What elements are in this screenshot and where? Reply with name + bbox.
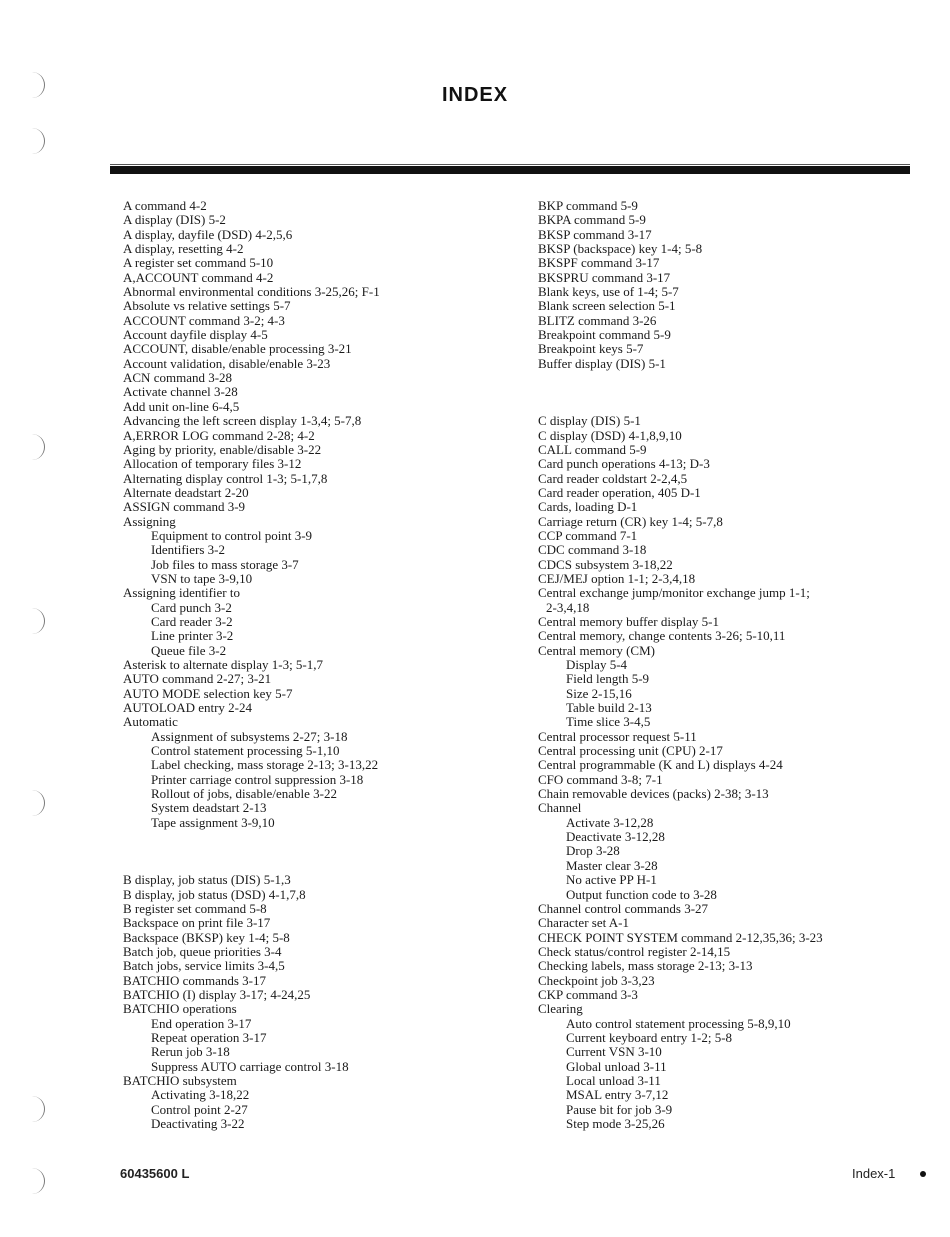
index-entry: CALL command 5-9 [538, 441, 647, 457]
index-subentry: System deadstart 2-13 [151, 800, 267, 816]
index-subentry: Assignment of subsystems 2-27; 3-18 [151, 728, 348, 744]
index-subentry: Output function code to 3-28 [566, 886, 717, 902]
index-subentry: Global unload 3-11 [566, 1058, 667, 1074]
index-entry: CFO command 3-8; 7-1 [538, 771, 663, 787]
index-subentry: Pause bit for job 3-9 [566, 1101, 673, 1117]
index-entry: Buffer display (DIS) 5-1 [538, 355, 666, 371]
index-entry: CDCS subsystem 3-18,22 [538, 556, 673, 572]
index-entry: BKP command 5-9 [538, 198, 638, 213]
index-entry: Checking labels, mass storage 2-13; 3-13 [538, 958, 753, 974]
index-entry: A,ERROR LOG command 2-28; 4-2 [123, 427, 315, 443]
index-subentry: Rerun job 3-18 [151, 1044, 230, 1060]
index-entry: Backspace on print file 3-17 [123, 915, 271, 931]
index-entry: Aging by priority, enable/disable 3-22 [123, 441, 322, 457]
binder-punch-mark [30, 434, 45, 460]
index-entry: Add unit on-line 6-4,5 [123, 398, 240, 414]
index-subentry: Table build 2-13 [566, 700, 652, 716]
index-entry: B display, job status (DSD) 4-1,7,8 [123, 886, 306, 902]
index-subentry: End operation 3-17 [151, 1015, 252, 1031]
index-subentry: Card reader 3-2 [151, 613, 233, 629]
index-entry: Card punch operations 4-13; D-3 [538, 456, 710, 472]
index-entry: CDC command 3-18 [538, 542, 647, 558]
index-entry: Breakpoint keys 5-7 [538, 341, 644, 357]
index-subentry: Line printer 3-2 [151, 628, 234, 644]
index-entry: BLITZ command 3-26 [538, 312, 657, 328]
index-entry: CHECK POINT SYSTEM command 2-12,35,36; 3-23 [538, 929, 823, 945]
index-entry: CCP command 7-1 [538, 527, 638, 543]
index-entry: A command 4-2 [123, 198, 207, 213]
index-entry: ACN command 3-28 [123, 370, 233, 386]
index-entry: BKSP command 3-17 [538, 226, 652, 242]
index-entry: Activate channel 3-28 [123, 384, 238, 400]
index-column-right [538, 199, 910, 1131]
index-subentry: Drop 3-28 [566, 843, 620, 859]
index-gap [538, 400, 910, 414]
index-entry: Breakpoint command 5-9 [538, 327, 671, 343]
index-entry: A register set command 5-10 [123, 255, 274, 271]
index-subentry: Suppress AUTO carriage control 3-18 [151, 1058, 349, 1074]
index-entry: BATCHIO operations [123, 1001, 237, 1017]
index-subentry: Size 2-15,16 [566, 685, 632, 701]
index-subentry: VSN to tape 3-9,10 [151, 570, 253, 586]
index-entry: Central memory (CM) [538, 642, 655, 658]
index-subentry: MSAL entry 3-7,12 [566, 1087, 669, 1103]
index-entry: B display, job status (DIS) 5-1,3 [123, 872, 291, 888]
index-entry: Assigning identifier to [123, 585, 240, 601]
index-entry: Batch job, queue priorities 3-4 [123, 943, 282, 959]
index-subentry: Queue file 3-2 [151, 642, 227, 658]
index-entry: Checkpoint job 3-3,23 [538, 972, 655, 988]
index-entry: A display (DIS) 5-2 [123, 212, 226, 228]
index-entry: Blank keys, use of 1-4; 5-7 [538, 284, 679, 300]
index-entry: Alternate deadstart 2-20 [123, 484, 249, 500]
index-subentry: Control point 2-27 [151, 1101, 248, 1117]
header-rule-thin [110, 164, 910, 165]
index-entry: Check status/control register 2-14,15 [538, 943, 731, 959]
binder-punch-mark [30, 128, 45, 154]
page-title: INDEX [441, 84, 509, 106]
index-entry: AUTO MODE selection key 5-7 [123, 685, 293, 701]
index-subentry: Current keyboard entry 1-2; 5-8 [566, 1029, 733, 1045]
index-entry: Chain removable devices (packs) 2-38; 3-13 [538, 786, 769, 802]
index-subentry: Printer carriage control suppression 3-18 [151, 771, 364, 787]
index-entry: C display (DIS) 5-1 [538, 413, 641, 429]
index-entry: CKP command 3-3 [538, 986, 638, 1002]
index-entry: AUTOLOAD entry 2-24 [123, 700, 253, 716]
index-entry: Channel [538, 800, 582, 816]
index-entry: Central memory, change contents 3-26; 5-10,11 [538, 628, 786, 644]
index-entry: Central memory buffer display 5-1 [538, 613, 719, 629]
index-entry: Assigning [123, 513, 176, 529]
binder-punch-mark [30, 1096, 45, 1122]
index-subentry: Deactivating 3-22 [151, 1116, 245, 1131]
index-entry: Batch jobs, service limits 3-4,5 [123, 958, 285, 974]
index-entry: C display (DSD) 4-1,8,9,10 [538, 427, 682, 443]
index-subentry: Card punch 3-2 [151, 599, 232, 615]
index-subentry: No active PP H-1 [566, 872, 657, 888]
index-entry: ASSIGN command 3-9 [123, 499, 246, 515]
index-entry: AUTO command 2-27; 3-21 [123, 671, 272, 687]
index-entry: Card reader coldstart 2-2,4,5 [538, 470, 688, 486]
index-subentry: Tape assignment 3-9,10 [151, 814, 275, 830]
index-entry: Character set A-1 [538, 915, 629, 931]
index-entry: BATCHIO (I) display 3-17; 4-24,25 [123, 986, 311, 1002]
index-entry: Backspace (BKSP) key 1-4; 5-8 [123, 929, 290, 945]
index-subentry: Activate 3-12,28 [566, 814, 654, 830]
header-rule [110, 166, 910, 174]
index-gap [123, 830, 523, 844]
index-entry: Advancing the left screen display 1-3,4; 5-7,8 [123, 413, 362, 429]
index-entry: Central processing unit (CPU) 2-17 [538, 743, 723, 759]
index-entry: Cards, loading D-1 [538, 499, 638, 515]
index-subentry: Repeat operation 3-17 [151, 1029, 267, 1045]
index-subentry: Control statement processing 5-1,10 [151, 743, 340, 759]
index-entry: BKPA command 5-9 [538, 212, 646, 228]
index-entry: BKSPF command 3-17 [538, 255, 660, 271]
index-entry: Central programmable (K and L) displays 4-24 [538, 757, 783, 773]
index-entry: Blank screen selection 5-1 [538, 298, 676, 314]
index-entry: Abnormal environmental conditions 3-25,26; F-1 [123, 284, 380, 300]
index-subentry: Local unload 3-11 [566, 1072, 661, 1088]
binder-punch-mark [30, 790, 45, 816]
index-entry: A,ACCOUNT command 4-2 [123, 269, 274, 285]
index-entry: Alternating display control 1-3; 5-1,7,8 [123, 470, 328, 486]
index-gap [123, 859, 523, 873]
binder-punch-mark [30, 1168, 45, 1194]
index-entry: A display, resetting 4-2 [123, 241, 244, 257]
index-subentry: Field length 5-9 [566, 671, 650, 687]
index-subentry: Label checking, mass storage 2-13; 3-13,22 [151, 757, 379, 773]
index-gap [538, 385, 910, 399]
index-subentry: Time slice 3-4,5 [566, 714, 651, 730]
index-entry: BKSPRU command 3-17 [538, 269, 671, 285]
index-entry: Automatic [123, 714, 178, 730]
index-entry: Channel control commands 3-27 [538, 900, 709, 916]
index-entry: 2-3,4,18 [546, 599, 590, 615]
index-entry: Account validation, disable/enable 3-23 [123, 355, 331, 371]
index-subentry: Activating 3-18,22 [151, 1087, 250, 1103]
index-entry: B register set command 5-8 [123, 900, 267, 916]
index-entry: Absolute vs relative settings 5-7 [123, 298, 291, 314]
page-dot [920, 1171, 926, 1177]
index-subentry: Rollout of jobs, disable/enable 3-22 [151, 786, 337, 802]
index-subentry: Master clear 3-28 [566, 857, 658, 873]
index-entry: BATCHIO commands 3-17 [123, 972, 266, 988]
index-gap [538, 371, 910, 385]
index-entry: BKSP (backspace) key 1-4; 5-8 [538, 241, 703, 257]
index-entry: Asterisk to alternate display 1-3; 5-1,7 [123, 657, 324, 672]
index-subentry: Job files to mass storage 3-7 [151, 556, 299, 572]
index-subentry: Step mode 3-25,26 [566, 1116, 665, 1131]
index-entry: BATCHIO subsystem [123, 1072, 237, 1088]
index-subentry: Display 5-4 [566, 657, 628, 672]
binder-punch-mark [30, 608, 45, 634]
index-subentry: Equipment to control point 3-9 [151, 527, 313, 543]
index-entry: Central processor request 5-11 [538, 728, 697, 744]
index-subentry: Deactivate 3-12,28 [566, 829, 665, 845]
index-entry: ACCOUNT, disable/enable processing 3-21 [123, 341, 352, 357]
index-gap [123, 844, 523, 858]
index-subentry: Current VSN 3-10 [566, 1044, 662, 1060]
index-subentry: Identifiers 3-2 [151, 542, 226, 558]
index-entry: Allocation of temporary files 3-12 [123, 456, 302, 472]
index-entry: Central exchange jump/monitor exchange jump 1-1; [538, 585, 810, 601]
document-number: 60435600 L [120, 1166, 190, 1181]
index-entry: Account dayfile display 4-5 [123, 327, 268, 343]
index-entry: CEJ/MEJ option 1-1; 2-3,4,18 [538, 570, 696, 586]
index-subentry: Auto control statement processing 5-8,9,10 [566, 1015, 791, 1031]
index-column-left [123, 199, 523, 1131]
index-entry: Card reader operation, 405 D-1 [538, 484, 701, 500]
index-entry: A display, dayfile (DSD) 4-2,5,6 [123, 226, 293, 242]
index-entry: Clearing [538, 1001, 583, 1017]
index-entry: Carriage return (CR) key 1-4; 5-7,8 [538, 513, 723, 529]
index-entry: ACCOUNT command 3-2; 4-3 [123, 312, 285, 328]
page-number: Index-1 [852, 1166, 896, 1181]
